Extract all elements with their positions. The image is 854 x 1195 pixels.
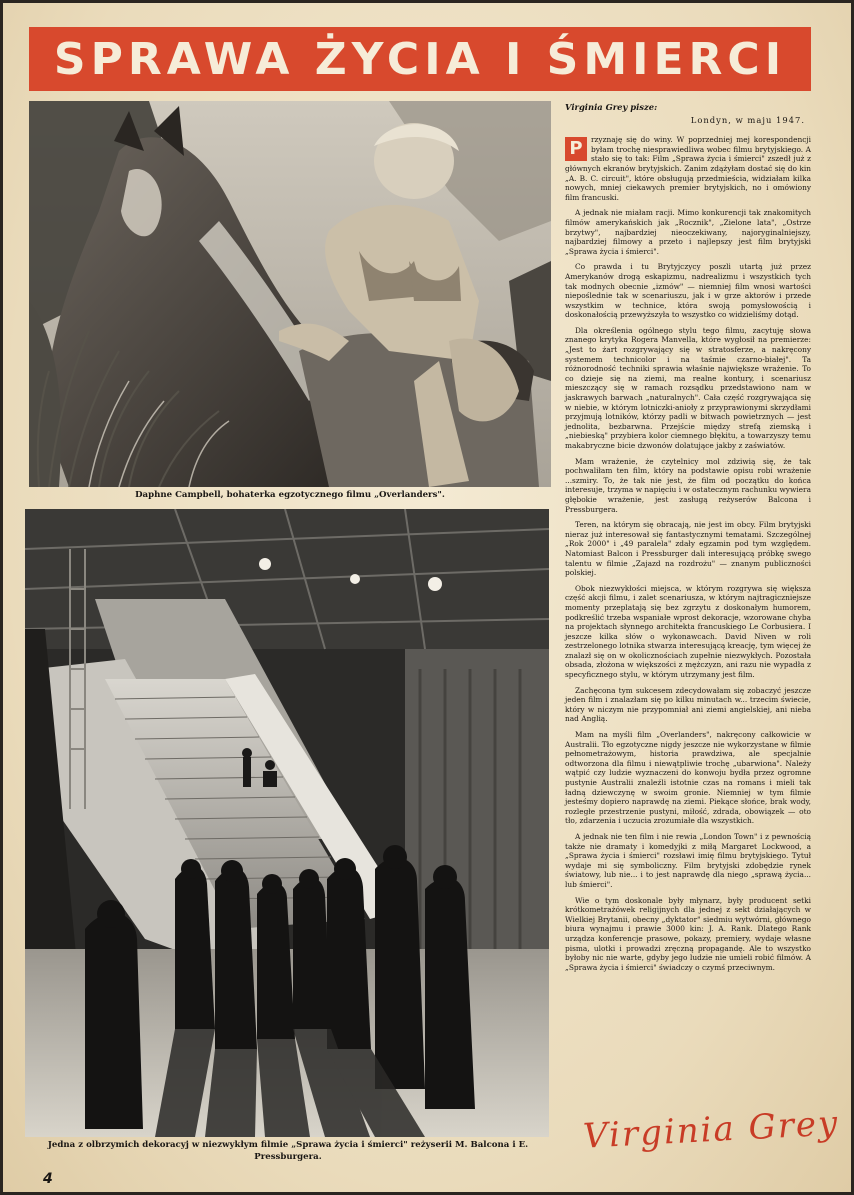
article-paragraph: Mam na myśli film „Overlanders", nakręcony całkowicie w Australii. Tło egzotyczne nigdy jeszcze nie wykorzystane w filmie pełnometrażowym, historia prawdziwa, ale specjalnie odtworzona dla filmu i niewątpliwie trochę „ubarwiona". Należy wątpić czy ludzie wyznaczeni do konwoju bydła przez ogromne pustynie Australii znaleźli istotnie czas na romans i mieli tak ładną dziewczynę w swoim gronie. Niemniej w tym filmie jesteśmy dopiero naprawdę na ziemi. Piekące słońce, brak wody, rozległe przestrzenie pustyni, miłość, zdrada, obowiązek — oto tło, zdarzenia i uczucia zrozumiałe dla wszystkich. xyxy=(565,730,811,826)
photo-caption-bottom: Jedna z olbrzymich dekoracyj w niezwykłym filmie „Sprawa życia i śmierci" reżyserii M. Balcona i E. Pressburgera. xyxy=(47,1140,529,1162)
photo-horse-rider xyxy=(29,101,551,487)
article-dateline: Londyn, w maju 1947. xyxy=(690,114,805,125)
page-title: SPRAWA ŻYCIA I ŚMIERCI xyxy=(53,33,787,85)
article-paragraph: A jednak nie miałam racji. Mimo konkurencji tak znakomitych filmów amerykańskich jak „Rocznik", „Zielone lata", „Ostrze brzytwy", najbardziej nieoczekiwany, najoryginalniejszy, najbardziej filmowy a przeto i najlepszy jest film brytyjski „Sprawa życia i śmierci". xyxy=(565,208,811,256)
article-paragraph: Dla określenia ogólnego stylu tego filmu, zacytuję słowa znanego krytyka Rogera Manvella, które wygłosił na premierze: „Jest to żart rozgrywający się w stratosferze, a nakręcony systemem technicolor i na taśmie czarno-białej". Ta różnorodność techniki sprawia właśnie największe wrażenie. To co dzieje się na ziemi, ma realne kontury, i scenariusz mieszczący się w ramach rozsądku przedstawiono nam w jaskrawych barwach „naturalnych". Cała część rozgrywająca się w niebie, w którym lotniczki-anioły z przyprawionymi skrzydłami przyjmują lotników, którzy padli w bitwach powietrznych — jest jednolita, bezbarwna. Przejście między strefą ziemską i „niebieską" przybiera kolor ciemnego błękitu, a towarzyszy temu makabryczne bicie dzwonów dolatujące jakby z zaświatów. xyxy=(565,325,811,450)
horse-rider-image xyxy=(29,101,551,487)
drop-cap: P xyxy=(565,137,587,161)
title-banner xyxy=(29,27,811,91)
article-paragraph: Co prawda i tu Brytyjczycy poszli utartą już przez Amerykanów drogą eskapizmu, nadrealizmu i wszystkich tych tak modnych obecnie „izmów" — niemniej film wnosi wartości niepoślednie tak w scenariuszu, jak i w grze aktorów i przede wszystkim w technice, która swoją pomysłowością i doskonałością przewyższyła to wszystko co widzieliśmy dotąd. xyxy=(565,262,811,320)
article-paragraph: P rzyznaję się do winy. W poprzedniej mej korespondencji byłam trochę niesprawiedliwa wobec filmu brytyjskiego. A stało się to tak: Film „Sprawa życia i śmierci" zszedł już z głównych ekranów brytyjskich. Zanim zdążyłam dostać się do kin „A. B. C. circuit", które obsługują przedmieścia, widziałam kilka nowych, mniej ciekawych premier brytyjskich, no i omówiony film francuski. xyxy=(565,135,811,202)
article-byline: Virginia Grey pisze: xyxy=(565,102,658,112)
article-column xyxy=(565,103,811,1103)
photo-caption-top: Daphne Campbell, bohaterka egzotycznego filmu „Overlanders". xyxy=(135,490,445,500)
author-signature: Virginia Grey xyxy=(582,1103,841,1157)
photo-studio-set xyxy=(25,509,549,1137)
article-paragraph: Obok niezwykłości miejsca, w którym rozgrywa się większa część akcji filmu, i zalet scenariusza, w którym najtragiczniejsze momenty przeplatają się bez zgrzytu z doskonałym humorem, podkreślić trzeba wspaniałe wprost dekoracje, wzorowane chyba na projektach słynnego architekta francuskiego Le Corbusiera. I jeszcze kilka słów o wykonawcach. David Niven w roli zestrzelonego lotnika stwarza interesującą kreację, tym więcej że znalazł się on w okolicznościach zupełnie niezwykłych. Pozostała obsada, złożona w większości z mężczyzn, ani razu nie wypadła z specyficznego stylu, w którym utrzymany jest film. xyxy=(565,583,811,680)
page-number: 4 xyxy=(43,1171,53,1187)
article-paragraph: Mam wrażenie, że czytelnicy mol zdziwią się, że tak pochwaliłam ten film, który na podstawie opisu robi wrażenie ...szmiry. To, że tak nie jest, że film od początku do końca interesuje, trzyma w napięciu i w ostatecznym rachunku wywiera głębokie wrażenie, jest zasługą reżyserów Balcona i Pressburgera. xyxy=(565,456,811,514)
studio-staircase-image xyxy=(25,509,549,1137)
article-paragraph: Wie o tym doskonale były młynarz, były producent setki krótkometrażówek religijnych dla jednej z sekt działających w Wielkiej Brytanii, obecny „dyktator" siedmiu wytwórni, głównego biura wynajmu i prawie 3000 kin: J. A. Rank. Dlatego Rank urządza konferencje prasowe, pokazy, premiery, wydaje własne pisma, ulotki i prowadzi zręczną propagandę. Ale to wszystko byłoby nic nie warte, gdyby jego ludzie nie umieli robić filmów. A „Sprawa życia i śmierci" świadczy o czymś przeciwnym. xyxy=(565,895,811,972)
article-paragraph: Zachęcona tym sukcesem zdecydowałam się zobaczyć jeszcze jeden film i znalazłam się po kilku minutach w... trzecim świecie, który w niczym nie przypomniał ani ziemi angielskiej, ani nieba nad Anglią. xyxy=(565,685,811,724)
article-paragraph: Teren, na którym się obracają, nie jest im obcy. Film brytyjski nieraz już interesował się fantastycznymi tematami. Szczególnej „Rok 2000" i „49 paralela" zdały egzamin pod tym względem. Natomiast Balcon i Pressburger dali interesującą próbkę swego talentu w filmie „Zajazd na rozdrożu" — znanym publiczności polskiej. xyxy=(565,520,811,578)
article-paragraph: A jednak nie ten film i nie rewia „London Town" i z pewnością także nie dramaty i komedyjki z miłą Margaret Lockwood, a „Sprawa życia i śmierci" rozsławi imię filmu brytyjskiego. Tytuł wydaje mi się symboliczny. Film brytyjski zdobędzie rynek światowy, lub nie... i to jest naprawdę dla niego „sprawą życia... lub śmierci". xyxy=(565,831,811,889)
